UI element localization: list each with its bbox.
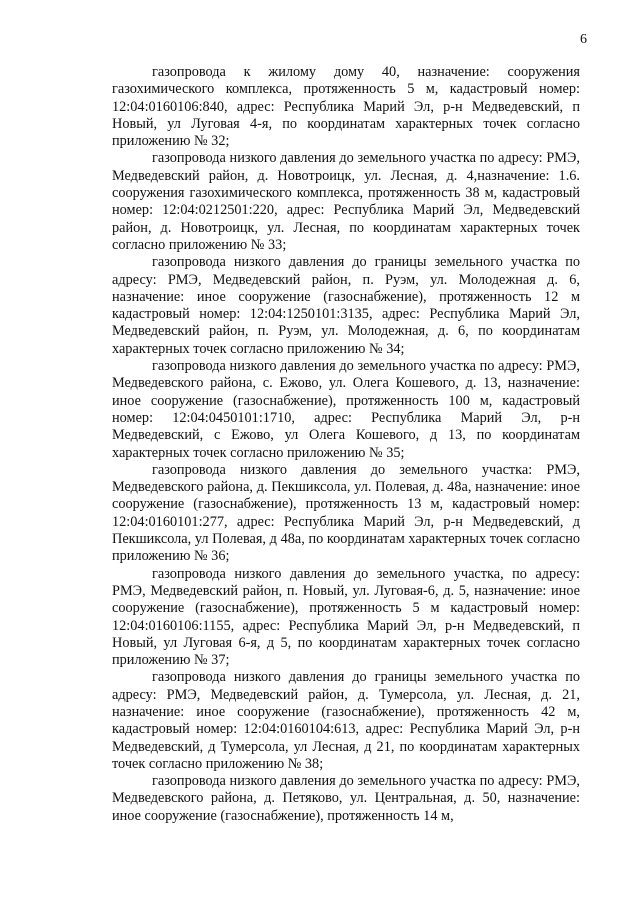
paragraph-1: газопровода к жилому дому 40, назначение: сооружения газохимического комплекса, протяженность 5 м, кадастровый номер: 12:04:0160106:840, адрес: Республика Марий Эл, р-н Медведевский, п Новый, ул Луговая 4-я, по координатам характерных точек согласно приложению № 32;	[112, 64, 580, 150]
paragraph-2: газопровода низкого давления до земельного участка по адресу: РМЭ, Медведевский район, д. Новотроицк, ул. Лесная, д. 4,назначение: 1.6. сооружения газохимического комплекса, протяженность 38 м, кадастровый номер: 12:04:0212501:220, адрес: Республика Марий Эл, Медведевский район, д. Новотроицк, ул. Лесная, по координатам характерных точек согласно приложению № 33;	[112, 150, 580, 253]
paragraph-5: газопровода низкого давления до земельного участка: РМЭ, Медведевского района, д. Пекшиксола, ул. Полевая, д. 48а, назначение: иное сооружение (газоснабжение), протяженность 13 м, кадастровый номер: 12:04:0160101:277, адрес: Республика Марий Эл, р-н Медведевский, д Пекшиксола, ул Полевая, д 48а, по координатам характерных точек согласно приложению № 36;	[112, 461, 580, 565]
paragraph-7: газопровода низкого давления до границы земельного участка по адресу: РМЭ, Медведевский район, д. Тумерсола, ул. Лесная, д. 21, назначение: иное сооружение (газоснабжение), протяженность 42 м, кадастровый номер: 12:04:0160104:613, адрес: Республика Марий Эл, р-н Медведевский, д Тумерсола, ул Лесная, д 21, по координатам характерных точек согласно приложению № 38;	[112, 669, 580, 772]
paragraph-4: газопровода низкого давления до земельного участка по адресу: РМЭ, Медведевского района, с. Ежово, ул. Олега Кошевого, д. 13, назначение: иное сооружение (газоснабжение), протяженность 100 м, кадастровый номер: 12:04:0450101:1710, адрес: Республика Марий Эл, р-н Медведевский, с Ежово, ул Олега Кошевого, д 13, по координатам характерных точек согласно приложению № 35;	[112, 358, 580, 461]
paragraph-3: газопровода низкого давления до границы земельного участка по адресу: РМЭ, Медведевский район, п. Руэм, ул. Молодежная д. 6, назначение: иное сооружение (газоснабжение), протяженность 12 м кадастровый номер: 12:04:1250101:3135, адрес: Республика Марий Эл, Медведевский район, п. Руэм, ул. Молодежная, д. 6, по координатам характерных точек согласно приложению № 34;	[112, 254, 580, 357]
body-text	[112, 64, 580, 825]
page-number: 6	[580, 32, 587, 47]
paragraph-8: газопровода низкого давления до земельного участка по адресу: РМЭ, Медведевского района, д. Петяково, ул. Центральная, д. 50, назначение: иное сооружение (газоснабжение), протяженность 14 м,	[112, 773, 580, 824]
paragraph-6: газопровода низкого давления до земельного участка, по адресу: РМЭ, Медведевский район, п. Новый, ул. Луговая-6, д. 5, назначение: иное сооружение (газоснабжение), протяженность 5 м кадастровый номер: 12:04:0160106:1155, адрес: Республика Марий Эл, р-н Медведевский, п Новый, ул Луговая 6-я, д 5, по координатам характерных точек согласно приложению № 37;	[112, 565, 580, 669]
